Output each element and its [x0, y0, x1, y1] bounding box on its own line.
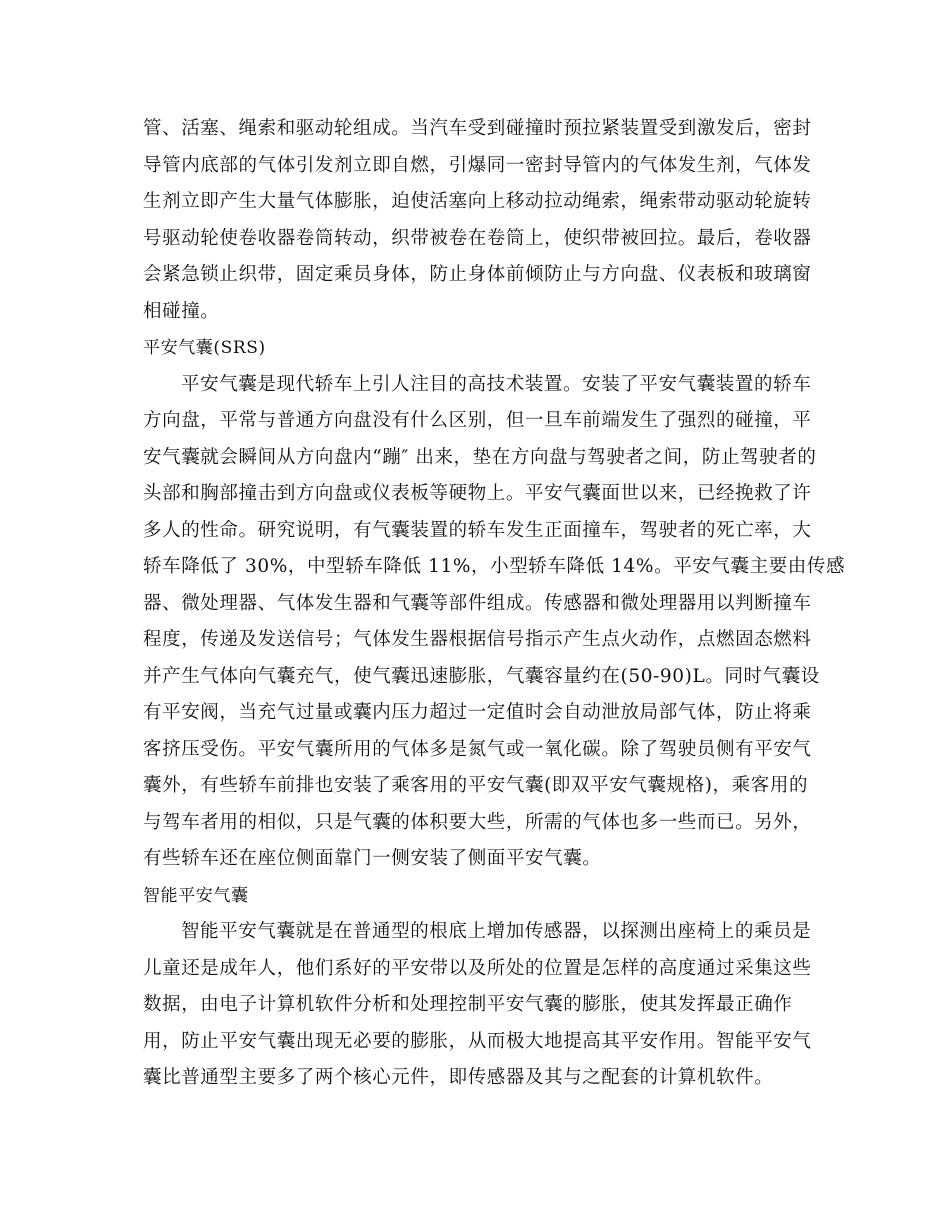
srs-paragraph	[143, 367, 846, 878]
text-line: 与驾车者用的相似，只是气囊的体积要大些，所需的气体也多一些而已。另外，	[143, 811, 812, 833]
text-line: 智能平安气囊就是在普通型的根底上增加传感器，以探测出座椅上的乘员是	[181, 921, 812, 942]
text-line: 儿童还是成年人，他们系好的平安带以及所处的位置是怎样的高度通过采集这些	[143, 957, 812, 979]
section-heading-smart: 智能平安气囊	[143, 885, 249, 906]
text-line: 囊比普通型主要多了两个核心元件，即传感器及其与之配套的计算机软件。	[143, 1067, 774, 1088]
text-line: 会紧急锁止织带，固定乘员身体，防止身体前倾防止与方向盘、仪表板和玻璃窗	[143, 264, 812, 285]
text-line: 平安气囊是现代轿车上引人注目的高技术装置。安装了平安气囊装置的轿车	[181, 373, 812, 395]
text-line: 数据，由电子计算机软件分析和处理控制平安气囊的膨胀，使其发挥最正确作	[143, 994, 793, 1015]
text-line: 器、微处理器、气体发生器和气囊等部件组成。传感器和微处理器用以判断撞车	[143, 592, 812, 614]
text-line: 客挤压受伤。平安气囊所用的气体多是氮气或一氧化碳。除了驾驶员侧有平安气	[143, 738, 812, 760]
text-line: 方向盘，平常与普通方向盘没有什么区别，但一旦车前端发生了强烈的碰撞，平	[143, 410, 812, 431]
text-line: 安气囊就会瞬间从方向盘内“蹦″ 出来，垫在方向盘与驾驶者之间，防止驾驶者的	[143, 446, 817, 468]
document-page	[143, 111, 846, 1097]
text-line: 相碰撞。	[143, 300, 220, 322]
text-line: 有平安阀，当充气过量或囊内压力超过一定值时会自动泄放局部气体，防止将乘	[143, 702, 812, 723]
text-line: 有些轿车还在座位侧面靠门一侧安装了侧面平安气囊。	[143, 848, 602, 869]
text-line: 囊外，有些轿车前排也安装了乘客用的平安气囊(即双平安气囊规格)，乘客用的	[143, 775, 809, 796]
text-line: 号驱动轮使卷收器卷筒转动，织带被卷在卷筒上，使织带被回拉。最后，卷收器	[143, 227, 812, 249]
text-line: 生剂立即产生大量气体膨胀，迫使活塞向上移动拉动绳索，绳索带动驱动轮旋转	[143, 191, 812, 212]
text-line: 并产生气体向气囊充气，使气囊迅速膨胀，气囊容量约在(50-90)L。同时气囊设	[143, 665, 820, 687]
intro-paragraph	[143, 111, 812, 330]
text-line: 管、活塞、绳索和驱动轮组成。当汽车受到碰撞时预拉紧装置受到激发后，密封	[143, 118, 812, 139]
text-line: 头部和胸部撞击到方向盘或仪表板等硬物上。平安气囊面世以来，已经挽救了许	[143, 483, 812, 504]
text-line: 多人的性命。研究说明，有气囊装置的轿车发生正面撞车，驾驶者的死亡率，大	[143, 519, 812, 541]
smart-airbag-paragraph	[143, 914, 812, 1097]
text-line: 轿车降低了 30%，中型轿车降低 11%，小型轿车降低 14%。平安气囊主要由传感	[143, 556, 846, 577]
section-heading-srs: 平安气囊(SRS)	[143, 338, 266, 358]
text-line: 用，防止平安气囊出现无必要的膨胀，从而极大地提高其平安作用。智能平安气	[143, 1030, 812, 1052]
text-line: 程度，传递及发送信号；气体发生器根据信号指示产生点火动作，点燃固态燃料	[143, 629, 812, 650]
text-line: 导管内底部的气体引发剂立即自燃，引爆同一密封导管内的气体发生剂，气体发	[143, 154, 812, 176]
